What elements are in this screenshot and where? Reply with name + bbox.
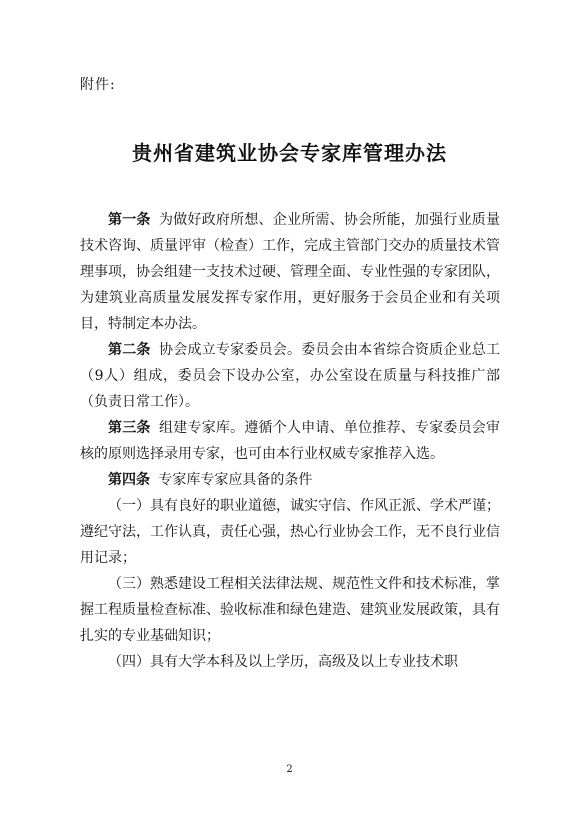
article-label: 第三条 xyxy=(108,420,151,436)
article-label: 第一条 xyxy=(108,212,151,228)
article-label: 第四条 xyxy=(108,472,150,488)
article-text: 协会成立专家委员会。委员会由本省综合资质企业总工（9人）组成，委员会下设办公室，办公室设在质量与科技推广部（负责日常工作）。 xyxy=(80,342,501,410)
clause-text: （四）具有大学本科及以上学历，高级及以上专业技术职 xyxy=(108,654,458,670)
attachment-label: 附件: xyxy=(80,77,116,93)
article-paragraph xyxy=(80,415,500,467)
article-label: 第二条 xyxy=(108,342,151,358)
clause-paragraph xyxy=(80,649,500,675)
article-text: 组建专家库。遵循个人申请、单位推荐、专家委员会审核的原则选择录用专家，也可由本行业权威专家推荐入选。 xyxy=(80,420,501,462)
clause-paragraph xyxy=(80,493,500,571)
document-body xyxy=(80,207,500,675)
article-paragraph xyxy=(80,467,500,493)
clause-text: （三）熟悉建设工程相关法律法规、规范性文件和技术标准，掌握工程质量检查标准、验收标准和绿色建造、建筑业发展政策，具有扎实的专业基础知识； xyxy=(80,576,500,644)
clause-text: （一）具有良好的职业道德，诚实守信、作风正派、学术严谨；遵纪守法，工作认真，责任心强，热心行业协会工作，无不良行业信用记录； xyxy=(80,498,500,566)
article-text: 为做好政府所想、企业所需、协会所能，加强行业质量技术咨询、质量评审（检查）工作，完成主管部门交办的质量技术管理事项，协会组建一支技术过硬、管理全面、专业性强的专家团队，为建筑业高质量发展发挥专家作用，更好服务于会员企业和有关项目，特制定本办法。 xyxy=(80,212,501,332)
clause-paragraph xyxy=(80,571,500,649)
page-number: 2 xyxy=(286,764,293,775)
document-title: 贵州省建筑业协会专家库管理办法 xyxy=(132,141,447,165)
article-text: 专家库专家应具备的条件 xyxy=(158,472,313,488)
article-paragraph xyxy=(80,337,500,415)
article-paragraph xyxy=(80,207,500,337)
